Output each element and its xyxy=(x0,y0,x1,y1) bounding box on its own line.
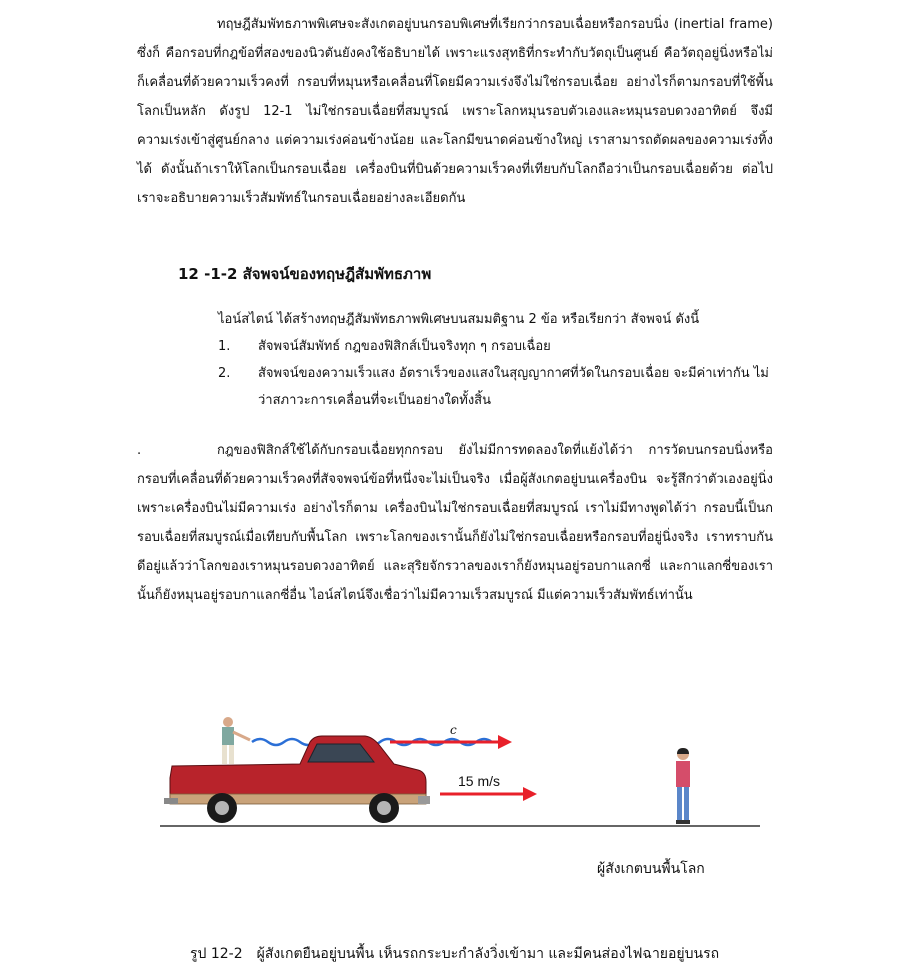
discussion-paragraph-text: กฎของฟิสิกส์ใช้ได้กับกรอบเฉื่อยทุกกรอบ ยังไม่มีการทดลองใดที่แย้งได้ว่า การวัดบนกรอบนิ่งหรือกรอบที่เคลื่อนที่ด้วยความเร็วคงที่สัจจพจน์ข้อที่หนึ่งจะไม่เป็นจริง เมื่อผู้สังเกตอยู่บนเครื่องบิน จะรู้สึกว่าตัวเองอยู่นิ่ง เพราะเครื่องบินไม่มีความเร่ง อย่างไรก็ตาม เครื่องบินไม่ใช่กรอบเฉื่อยที่สมบูรณ์ เราไม่มีทางพูดได้ว่า กรอบนี้เป็นกรอบเฉื่อยที่สมบูรณ์เมื่อเทียบกับพื้นโลก เพราะโลกของเรานั้นก็ยังไม่ใช่กรอบเฉื่อยหรือกรอบที่อยู่นิ่งจริง เราทราบกันดีอยู่แล้วว่าโลกของเราหมุนรอบดวงอาทิตย์ และสุริยจักรวาลของเราก็ยังหมุนอยู่รอบกาแลกซี่ และกาแลกซี่ของเรานั้นก็ยังหมุนอยู่รอบกาแลกซี่อื่น ไอน์สไตน์จึงเชื่อว่าไม่มีความเร็วสมบูรณ์ มีแต่ความเร็วสัมพัทธ์เท่านั้น xyxy=(137,443,773,603)
postulate-text: สัจพจน์ของความเร็วแสง อัตราเร็วของแสงในสุญญากาศที่วัดในกรอบเฉื่อย จะมีค่าเท่ากัน ไม่ว่าสภาวะการเคลื่อนที่จะเป็นอย่างใดทั้งสิ้น xyxy=(258,366,769,408)
figure-caption xyxy=(190,943,719,965)
observer-label: ผู้สังเกตบนพื้นโลก xyxy=(597,861,705,877)
figure-caption-text: ผู้สังเกตยืนอยู่บนพื้น เห็นรถกระบะกำลังวิ่งเข้ามา และมีคนส่องไฟฉายอยู่บนรถ xyxy=(256,946,720,962)
postulate-number: 2. xyxy=(218,366,231,381)
truck-light-figure xyxy=(160,700,760,850)
postulate-number: 1. xyxy=(218,339,231,354)
intro-paragraph-text: ทฤษฎีสัมพัทธภาพพิเศษจะสังเกตอยู่บนกรอบพิเศษที่เรียกว่ากรอบเฉื่อยหรือกรอบนิ่ง (inertial frame) ซึ่งก็ คือกรอบที่กฎข้อที่สองของนิวตันยังคงใช้อธิบายได้ เพราะแรงสุทธิที่กระทำกับวัตถุเป็นศูนย์ คือวัตถุอยู่นิ่งหรือไม่ก็เคลื่อนที่ด้วยความเร็วคงที่ กรอบที่หมุนหรือเคลื่อนที่โดยมีความเร่งจึงไม่ใช่กรอบเฉื่อย อย่างไรก็ตามกรอบที่ใช้พื้นโลกเป็นหลัก ดังรูป 12-1 ไม่ใช่กรอบเฉื่อยที่สมบูรณ์ เพราะโลกหมุนรอบตัวเองและหมุนรอบดวงอาทิตย์ จึงมีความเร่งเข้าสู่ศูนย์กลาง แต่ความเร่งค่อนข้างน้อย และโลกมีขนาดค่อนข้างใหญ่ เราสามารถตัดผลของความเร่งทิ้งได้ ดังนั้นถ้าเราให้โลกเป็นกรอบเฉื่อย เครื่องบินที่บินด้วยความเร็วคงที่เทียบกับโลกถือว่าเป็นกรอบเฉื่อยด้วย ต่อไปเราจะอธิบายความเร็วสัมพัทธ์ในกรอบเฉื่อยอย่างละเอียดกัน xyxy=(137,17,773,206)
intro-paragraph xyxy=(137,10,773,213)
light-speed-label: c xyxy=(450,723,457,737)
section-heading: 12 -1-2 สัจพจน์ของทฤษฎีสัมพัทธภาพ xyxy=(178,265,432,283)
figure-caption-number: รูป 12-2 xyxy=(190,946,243,962)
discussion-paragraph xyxy=(137,436,773,610)
postulate-item xyxy=(218,333,778,360)
stray-dot: . xyxy=(137,443,142,458)
postulate-text: สัจพจน์สัมพัทธ์ กฎของฟิสิกส์เป็นจริงทุก ๆ กรอบเฉื่อย xyxy=(258,339,551,354)
light-speed-arrow xyxy=(390,735,512,749)
truck-speed-arrow xyxy=(440,787,537,801)
postulate-item xyxy=(218,360,778,414)
ground-observer xyxy=(676,748,690,824)
truck-speed-label: 15 m/s xyxy=(458,773,501,789)
postulates-intro: ไอน์สไตน์ ได้สร้างทฤษฎีสัมพัทธภาพพิเศษบนสมมติฐาน 2 ข้อ หรือเรียกว่า สัจพจน์ ดังนี้ xyxy=(218,312,700,327)
pickup-truck xyxy=(164,736,430,823)
person-on-truck xyxy=(222,717,250,764)
